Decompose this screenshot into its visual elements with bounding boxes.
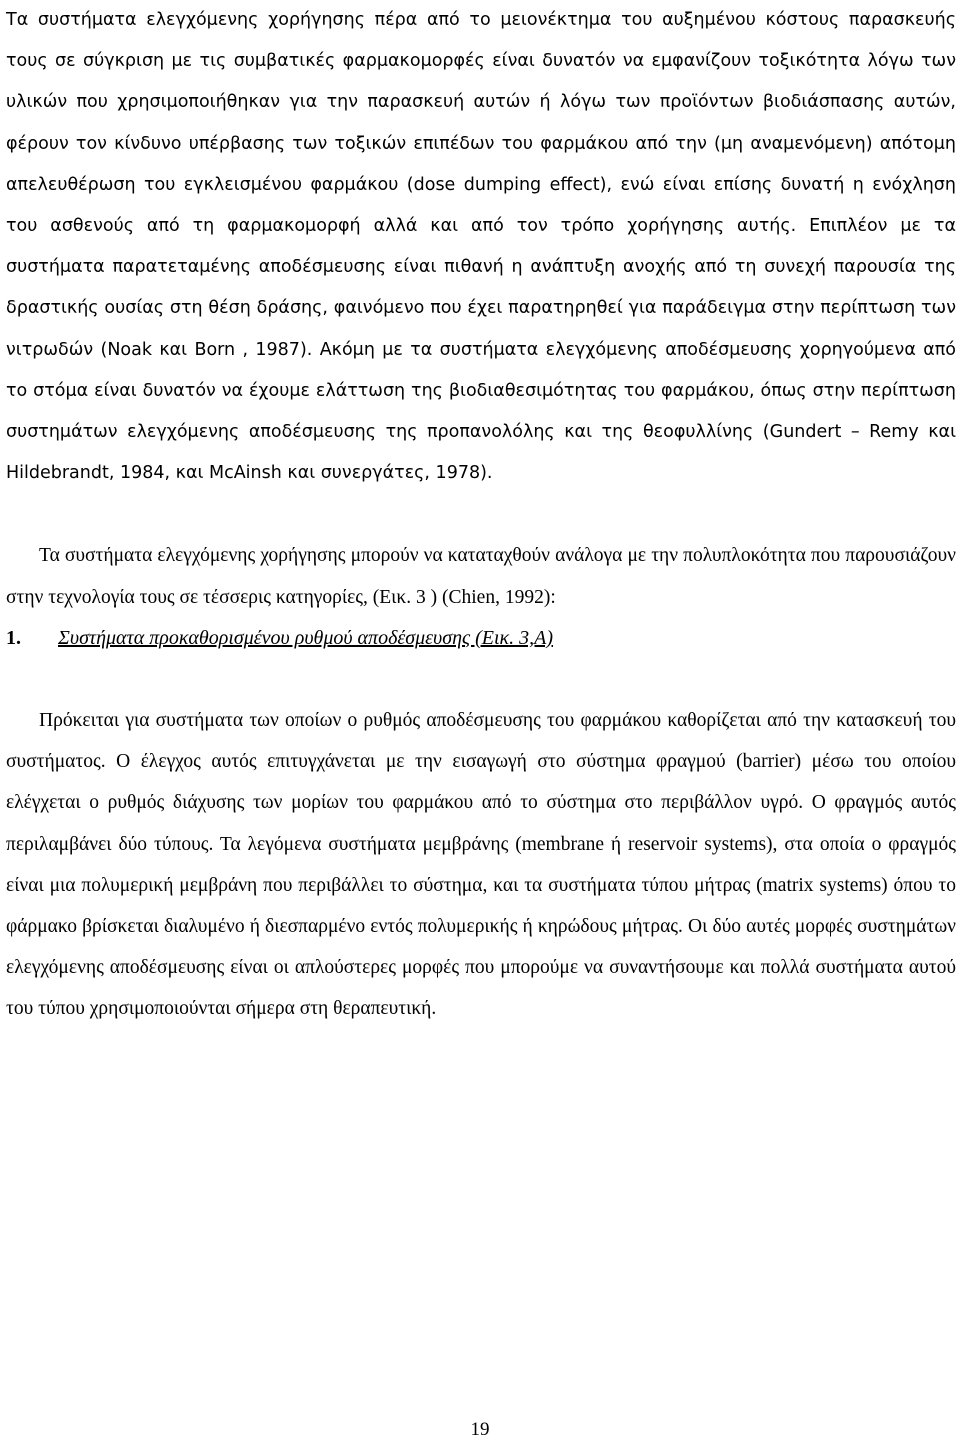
paragraph-classification: Τα συστήματα ελεγχόμενης χορήγησης μπορούν να καταταχθούν ανάλογα με την πολυπλοκότητα που παρουσιάζουν στην τεχνολογία τους σε τέσσερις κατηγορίες, (Εικ. 3 ) (Chien, 1992): bbox=[6, 545, 956, 608]
paragraph-preprogrammed-systems: Πρόκειται για συστήματα των οποίων ο ρυθμός αποδέσμευσης του φαρμάκου καθορίζεται από την κατασκευή του συστήματος. Ο έλεγχος αυτός επιτυγχάνεται με την εισαγωγή στο σύστημα φραγμού (barrier) μέσω του οποίου ελέγχεται ο ρυθμός διάχυσης των μορίων του φαρμάκου από το σύστημα στο περιβάλλον υγρό. Ο φραγμός αυτός περιλαμβάνει δύο τύπους. Τα λεγόμενα συστήματα μεμβράνης (membrane ή reservoir systems), στα οποία ο φραγμός είναι μια πολυμερική μεμβράνη που περιβάλλει το σύστημα, και τα συστήματα τύπου μήτρας (matrix systems) όπου το φάρμακο βρίσκεται διαλυμένο ή διεσπαρμένο εντός πολυμερικής ή κηρώδους μήτρας. Οι δύο αυτές μορφές συστημάτων ελεγχόμενης αποδέσμευσης είναι οι απλούστερες μορφές που μπορούμε να συναντήσουμε και πολλά συστήματα αυτού του τύπου χρησιμοποιούνται σήμερα στη θεραπευτική. bbox=[6, 710, 956, 1020]
page-content bbox=[6, 0, 956, 1030]
page-number: 19 bbox=[470, 1419, 490, 1440]
section-heading-title: Συστήματα προκαθορισμένου ρυθμού αποδέσμευσης (Εικ. 3,Α) bbox=[58, 626, 554, 649]
section-heading bbox=[6, 618, 956, 659]
paragraph-toxicity-drawbacks: Τα συστήματα ελεγχόμενης χορήγησης πέρα από το μειονέκτημα του αυξημένου κόστους παρασκευής τους σε σύγκριση με τις συμβατικές φαρμακομορφές είναι δυνατόν να εμφανίζουν τοξικότητα λόγω των υλικών που χρησιμοποιήθηκαν για την παρασκευή αυτών ή λόγω των προϊόντων βιοδιάσπασης αυτών, φέρουν τον κίνδυνο υπέρβασης των τοξικών επιπέδων του φαρμάκου από την (μη αναμενόμενη) απότομη απελευθέρωση του εγκλεισμένου φαρμάκου (dose dumping effect), ενώ είναι επίσης δυνατή η ενόχληση του ασθενούς από τη φαρμακομορφή αλλά και από τον τρόπο χορήγησης αυτής. Επιπλέον με τα συστήματα παρατεταμένης αποδέσμευσης είναι πιθανή η ανάπτυξη ανοχής από τη συνεχή παρουσία της δραστικής ουσίας στη θέση δράσης, φαινόμενο που έχει παρατηρηθεί για παράδειγμα στην περίπτωση των νιτρωδών (Noak και Born , 1987). Ακόμη με τα συστήματα ελεγχόμενης αποδέσμευσης χορηγούμενα από το στόμα είναι δυνατόν να έχουμε ελάττωση της βιοδιαθεσιμότητας του φαρμάκου, όπως στην περίπτωση συστημάτων ελεγχόμενης αποδέσμευσης της προπανολόλης και της θεοφυλλίνης (Gundert – Remy και Hildebrandt, 1984, και McAinsh και συνεργάτες, 1978). bbox=[6, 10, 956, 484]
section-heading-number: 1. bbox=[6, 626, 21, 649]
